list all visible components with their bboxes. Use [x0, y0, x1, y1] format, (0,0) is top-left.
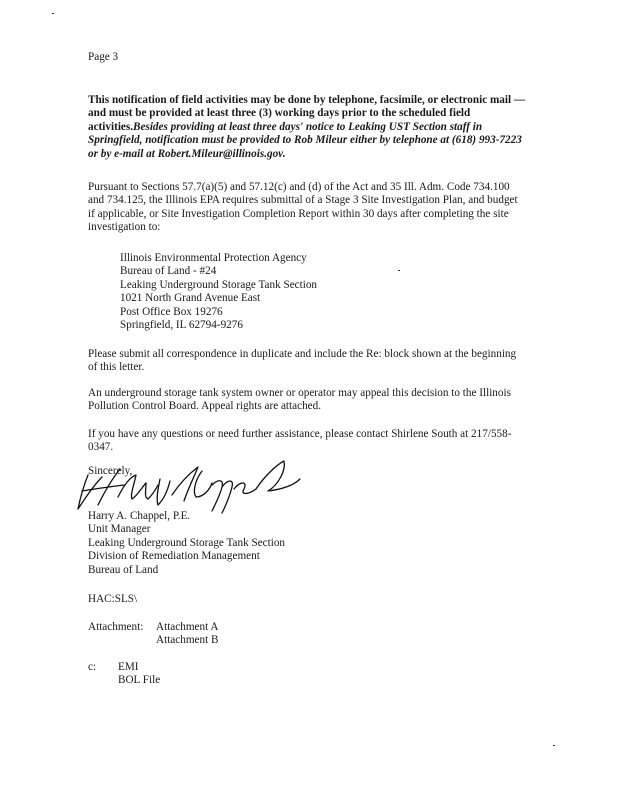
appeal-paragraph — [88, 387, 511, 414]
mailing-address-block — [120, 252, 317, 332]
signer-title: Unit Manager — [88, 523, 151, 536]
resubmit-line: Please submit all correspondence in duplicate and include the Re: block shown at the beginning — [88, 348, 517, 360]
field-notification-paragraph — [88, 94, 553, 161]
cc-item: EMI — [118, 661, 139, 673]
signer-name: Harry A. Chappel, P.E. — [88, 510, 191, 522]
address-line: Springfield, IL 62794-9276 — [120, 319, 243, 332]
notice-line-4: Springfield, notification must be provided to Rob Mileur either by telephone at (618) 993-7223 — [88, 134, 522, 147]
address-line: 1021 North Grand Avenue East — [120, 292, 261, 305]
pursuant-line: and 734.125, the Illinois EPA requires submittal of a Stage 3 Site Investigation Plan, and budget — [88, 194, 518, 207]
address-line: Post Office Box 19276 — [120, 305, 223, 318]
pursuant-line: investigation to: — [88, 221, 161, 234]
notice-line-3-italic: Besides providing at least three days' notice to Leaking UST Section staff in — [133, 120, 483, 133]
address-line: Bureau of Land - #24 — [120, 265, 217, 278]
address-line: Leaking Underground Storage Tank Section — [120, 278, 318, 291]
scan-speck — [553, 745, 555, 746]
questions-paragraph — [88, 428, 511, 455]
cc-list — [118, 661, 160, 688]
pursuant-line: Pursuant to Sections 57.7(a)(5) and 57.12(c) and (d) of the Act and 35 Ill. Adm. Code 734.100 — [88, 181, 510, 193]
attachment-item: Attachment B — [156, 634, 219, 647]
attachment-item: Attachment A — [156, 621, 219, 633]
signer-section: Leaking Underground Storage Tank Section — [88, 536, 286, 549]
appeal-line: Pollution Control Board. Appeal rights are attached. — [88, 400, 322, 413]
pursuant-line: if applicable, or Site Investigation Completion Report within 30 days after completing the site — [88, 207, 509, 220]
notice-line-2: and must be provided at least three (3) working days prior to the scheduled field — [88, 107, 471, 120]
notice-line-5: or by e-mail at Robert.Mileur@illinois.gov. — [88, 147, 286, 160]
address-line: Illinois Environmental Protection Agency — [120, 252, 307, 264]
notice-line-3-bold: activities. — [88, 120, 134, 133]
signer-block — [88, 510, 285, 577]
signer-division: Division of Remediation Management — [88, 550, 260, 563]
reference-initials: HAC:SLS\ — [88, 593, 138, 605]
pursuant-paragraph — [88, 181, 558, 235]
questions-line: If you have any questions or need further assistance, please contact Shirlene South at 217/558- — [88, 428, 512, 440]
attachment-list — [156, 621, 218, 648]
questions-line: 0347. — [88, 441, 114, 454]
signer-bureau: Bureau of Land — [88, 563, 159, 576]
resubmit-paragraph — [88, 348, 516, 375]
cc-item: BOL File — [118, 674, 161, 687]
salutation-sincerely: Sincerely, — [88, 465, 133, 477]
cc-label: c: — [88, 661, 97, 673]
resubmit-line: of this letter. — [88, 361, 145, 374]
scan-speck — [52, 13, 54, 14]
notice-line-1: This notification of field activities may be done by telephone, facsimile, or electronic mail — — [88, 94, 526, 106]
scan-speck — [398, 270, 400, 271]
attachment-label: Attachment: — [88, 621, 144, 633]
appeal-line: An underground storage tank system owner or operator may appeal this decision to the Illinois — [88, 387, 511, 399]
page-number: Page 3 — [88, 51, 119, 63]
